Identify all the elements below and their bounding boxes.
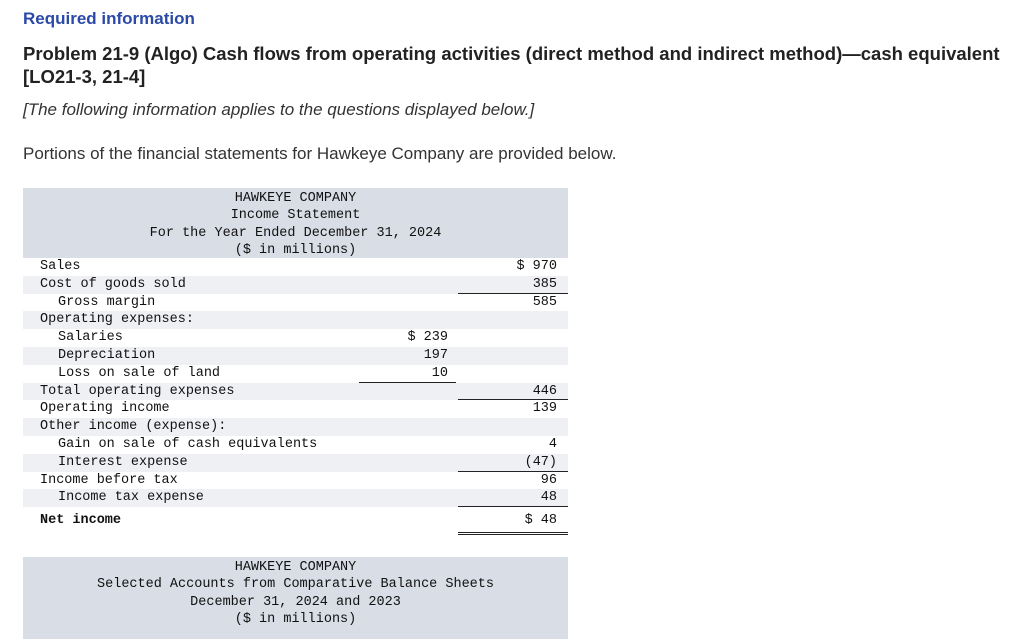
problem-title: Problem 21-9 (Algo) Cash flows from operating activities (direct method and indirect method)—cash equivalent [LO21-3, 21-4]	[23, 43, 1000, 87]
statement-title: Selected Accounts from Comparative Balance Sheets	[97, 577, 494, 593]
row-value: 48	[540, 490, 557, 506]
row-label: Income tax expense	[58, 490, 204, 506]
table-row	[23, 489, 568, 507]
row-label: Salaries	[58, 330, 123, 346]
table-row	[23, 436, 568, 454]
balance-sheet-table	[23, 557, 568, 639]
balance-sheet-header	[23, 557, 568, 639]
row-label: Gain on sale of cash equivalents	[58, 436, 318, 452]
intro-text: Portions of the financial statements for Hawkeye Company are provided below.	[23, 144, 617, 163]
table-row	[23, 454, 568, 472]
row-label: Other income (expense):	[40, 419, 227, 435]
row-label: Net income	[40, 513, 122, 529]
row-label: Interest expense	[58, 454, 188, 470]
row-value: $ 48	[524, 513, 557, 529]
company-name: HAWKEYE COMPANY	[234, 560, 357, 575]
applies-note: [The following information applies to the questions displayed below.]	[23, 100, 535, 119]
row-value: 385	[532, 276, 557, 292]
income-statement-header	[23, 188, 568, 258]
statement-title: Income Statement	[230, 208, 361, 224]
row-label: Loss on sale of land	[58, 365, 221, 381]
row-label: Cost of goods sold	[40, 276, 186, 292]
row-value: $ 970	[516, 259, 557, 274]
table-row	[23, 347, 568, 365]
table-row	[23, 258, 568, 276]
required-information-heading: Required information	[23, 9, 195, 28]
table-row	[23, 400, 568, 418]
table-row	[23, 294, 568, 312]
table-row	[23, 383, 568, 401]
row-value: 10	[431, 365, 448, 381]
row-value: (47)	[524, 454, 557, 470]
table-row	[23, 472, 568, 490]
row-label: Operating expenses:	[40, 312, 194, 328]
row-label: Gross margin	[58, 294, 156, 310]
row-label: Operating income	[40, 401, 170, 417]
statement-units: ($ in millions)	[234, 611, 357, 627]
table-row	[23, 365, 568, 383]
row-value: 446	[532, 383, 557, 399]
double-underline	[458, 532, 568, 535]
statement-units: ($ in millions)	[234, 242, 357, 258]
row-value: 139	[532, 401, 557, 417]
row-label: Income before tax	[40, 472, 178, 488]
row-label: Depreciation	[58, 347, 156, 363]
table-row	[23, 276, 568, 294]
row-value: 96	[540, 472, 557, 488]
table-row	[23, 418, 568, 436]
table-row	[23, 507, 568, 534]
row-value: 585	[532, 294, 557, 310]
statement-period: December 31, 2024 and 2023	[190, 594, 401, 610]
row-value: $ 239	[407, 330, 448, 346]
row-value: 4	[548, 436, 557, 452]
row-label: Total operating expenses	[40, 383, 235, 399]
income-statement-table	[23, 188, 568, 534]
row-label: Sales	[40, 259, 81, 274]
statement-period: For the Year Ended December 31, 2024	[149, 225, 442, 241]
table-row	[23, 329, 568, 347]
table-row	[23, 311, 568, 329]
row-value: 197	[423, 347, 448, 363]
company-name: HAWKEYE COMPANY	[234, 191, 357, 206]
